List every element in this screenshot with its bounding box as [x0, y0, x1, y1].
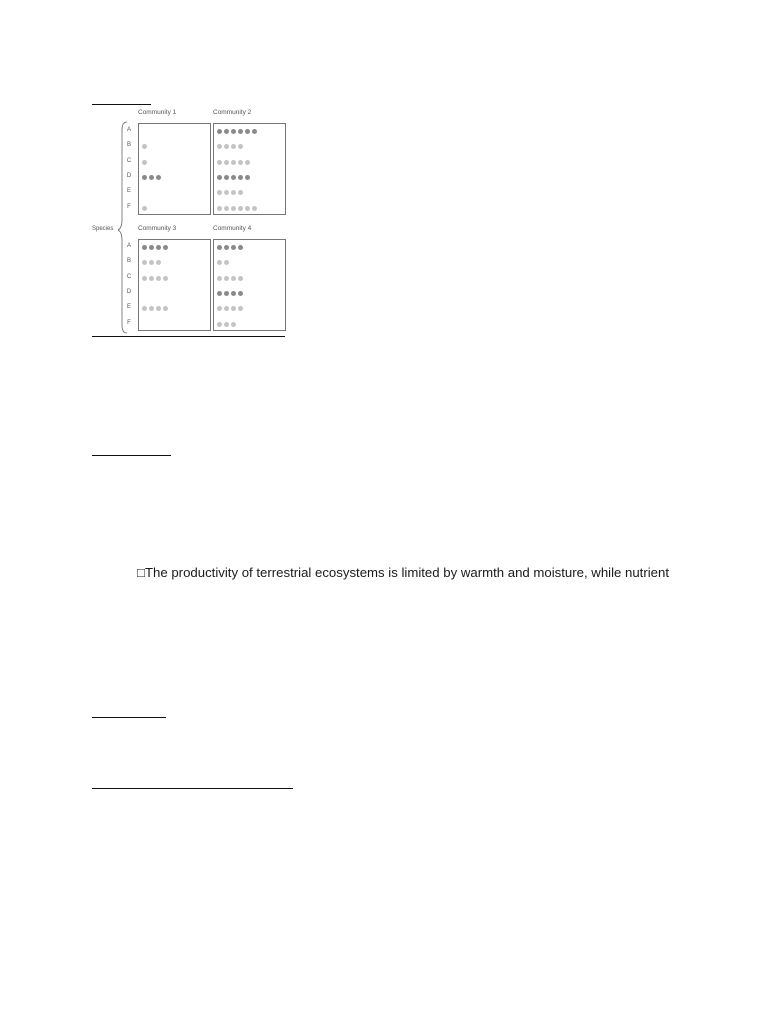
species-dot: [238, 291, 243, 296]
species-label: C: [126, 157, 132, 164]
species-dot: [142, 160, 147, 165]
species-dot: [217, 160, 222, 165]
species-dot: [156, 245, 161, 250]
species-dot: [217, 260, 222, 265]
species-dot: [142, 144, 147, 149]
species-dot: [238, 160, 243, 165]
species-dot: [238, 175, 243, 180]
species-label: B: [126, 258, 131, 265]
heading-underline-4: [92, 788, 293, 789]
species-dot: [238, 276, 243, 281]
species-dot: [156, 276, 161, 281]
species-dot: [217, 306, 222, 311]
species-dot: [156, 306, 161, 311]
species-dot: [231, 306, 236, 311]
species-dot: [142, 245, 147, 250]
species-dot: [217, 245, 222, 250]
species-dot: [245, 175, 250, 180]
species-label: B: [126, 142, 131, 149]
species-dot: [231, 276, 236, 281]
species-dot: [245, 206, 250, 211]
species-dot: [231, 129, 236, 134]
species-label: C: [126, 273, 132, 280]
species-dot: [238, 144, 243, 149]
species-dot: [224, 276, 229, 281]
species-dot: [224, 260, 229, 265]
species-dot: [231, 190, 236, 195]
body-paragraph: □The productivity of terrestrial ecosystems is limited by warmth and moisture, while nutrient: [137, 565, 669, 580]
species-dot: [224, 144, 229, 149]
species-dot: [231, 206, 236, 211]
species-community-figure: [92, 100, 292, 340]
species-dot: [231, 245, 236, 250]
species-dot: [149, 306, 154, 311]
species-dot: [217, 175, 222, 180]
species-dot: [149, 276, 154, 281]
species-dot: [224, 322, 229, 327]
species-axis-label: Species: [92, 226, 114, 232]
species-label: E: [126, 304, 131, 311]
species-dot: [217, 129, 222, 134]
species-dot: [149, 260, 154, 265]
species-label: A: [126, 127, 131, 133]
species-dot: [231, 160, 236, 165]
species-dot: [224, 291, 229, 296]
community-panel: [138, 123, 211, 215]
species-dot: [238, 245, 243, 250]
species-dot: [156, 175, 161, 180]
species-dot: [238, 129, 243, 134]
community-label: Community 2: [213, 109, 252, 116]
species-dot: [231, 291, 236, 296]
species-dot: [217, 276, 222, 281]
species-label: F: [127, 319, 131, 326]
species-dot: [142, 276, 147, 281]
species-dot: [163, 276, 168, 281]
heading-underline-2: [92, 455, 171, 456]
species-dot: [142, 206, 147, 211]
species-dot: [217, 144, 222, 149]
species-dot: [163, 245, 168, 250]
species-label: D: [126, 172, 132, 179]
species-dot: [142, 306, 147, 311]
species-dot: [149, 245, 154, 250]
species-dot: [224, 160, 229, 165]
species-dot: [149, 175, 154, 180]
species-dot: [142, 260, 147, 265]
species-label: D: [126, 288, 132, 295]
species-dot: [224, 306, 229, 311]
community-label: Community 1: [138, 109, 177, 116]
species-dot: [217, 322, 222, 327]
species-dot: [238, 206, 243, 211]
species-dot: [245, 129, 250, 134]
species-label: A: [126, 243, 131, 249]
community-panel: [138, 239, 211, 331]
community-label: Community 3: [138, 225, 177, 232]
community-panel: [213, 239, 286, 331]
species-dot: [231, 322, 236, 327]
community-panel: [213, 123, 286, 215]
species-dot: [224, 175, 229, 180]
species-dot: [217, 291, 222, 296]
species-dot: [163, 306, 168, 311]
species-dot: [252, 129, 257, 134]
species-dot: [142, 175, 147, 180]
heading-underline-3: [92, 717, 166, 718]
species-dot: [156, 260, 161, 265]
species-dot: [238, 190, 243, 195]
species-dot: [245, 160, 250, 165]
species-label: E: [126, 188, 131, 195]
species-dot: [238, 306, 243, 311]
species-dot: [217, 206, 222, 211]
species-dot: [224, 190, 229, 195]
species-dot: [224, 245, 229, 250]
species-dot: [217, 190, 222, 195]
species-dot: [224, 206, 229, 211]
species-dot: [252, 206, 257, 211]
species-dot: [231, 175, 236, 180]
species-label: F: [127, 203, 131, 210]
species-dot: [224, 129, 229, 134]
community-label: Community 4: [213, 225, 252, 232]
species-dot: [231, 144, 236, 149]
